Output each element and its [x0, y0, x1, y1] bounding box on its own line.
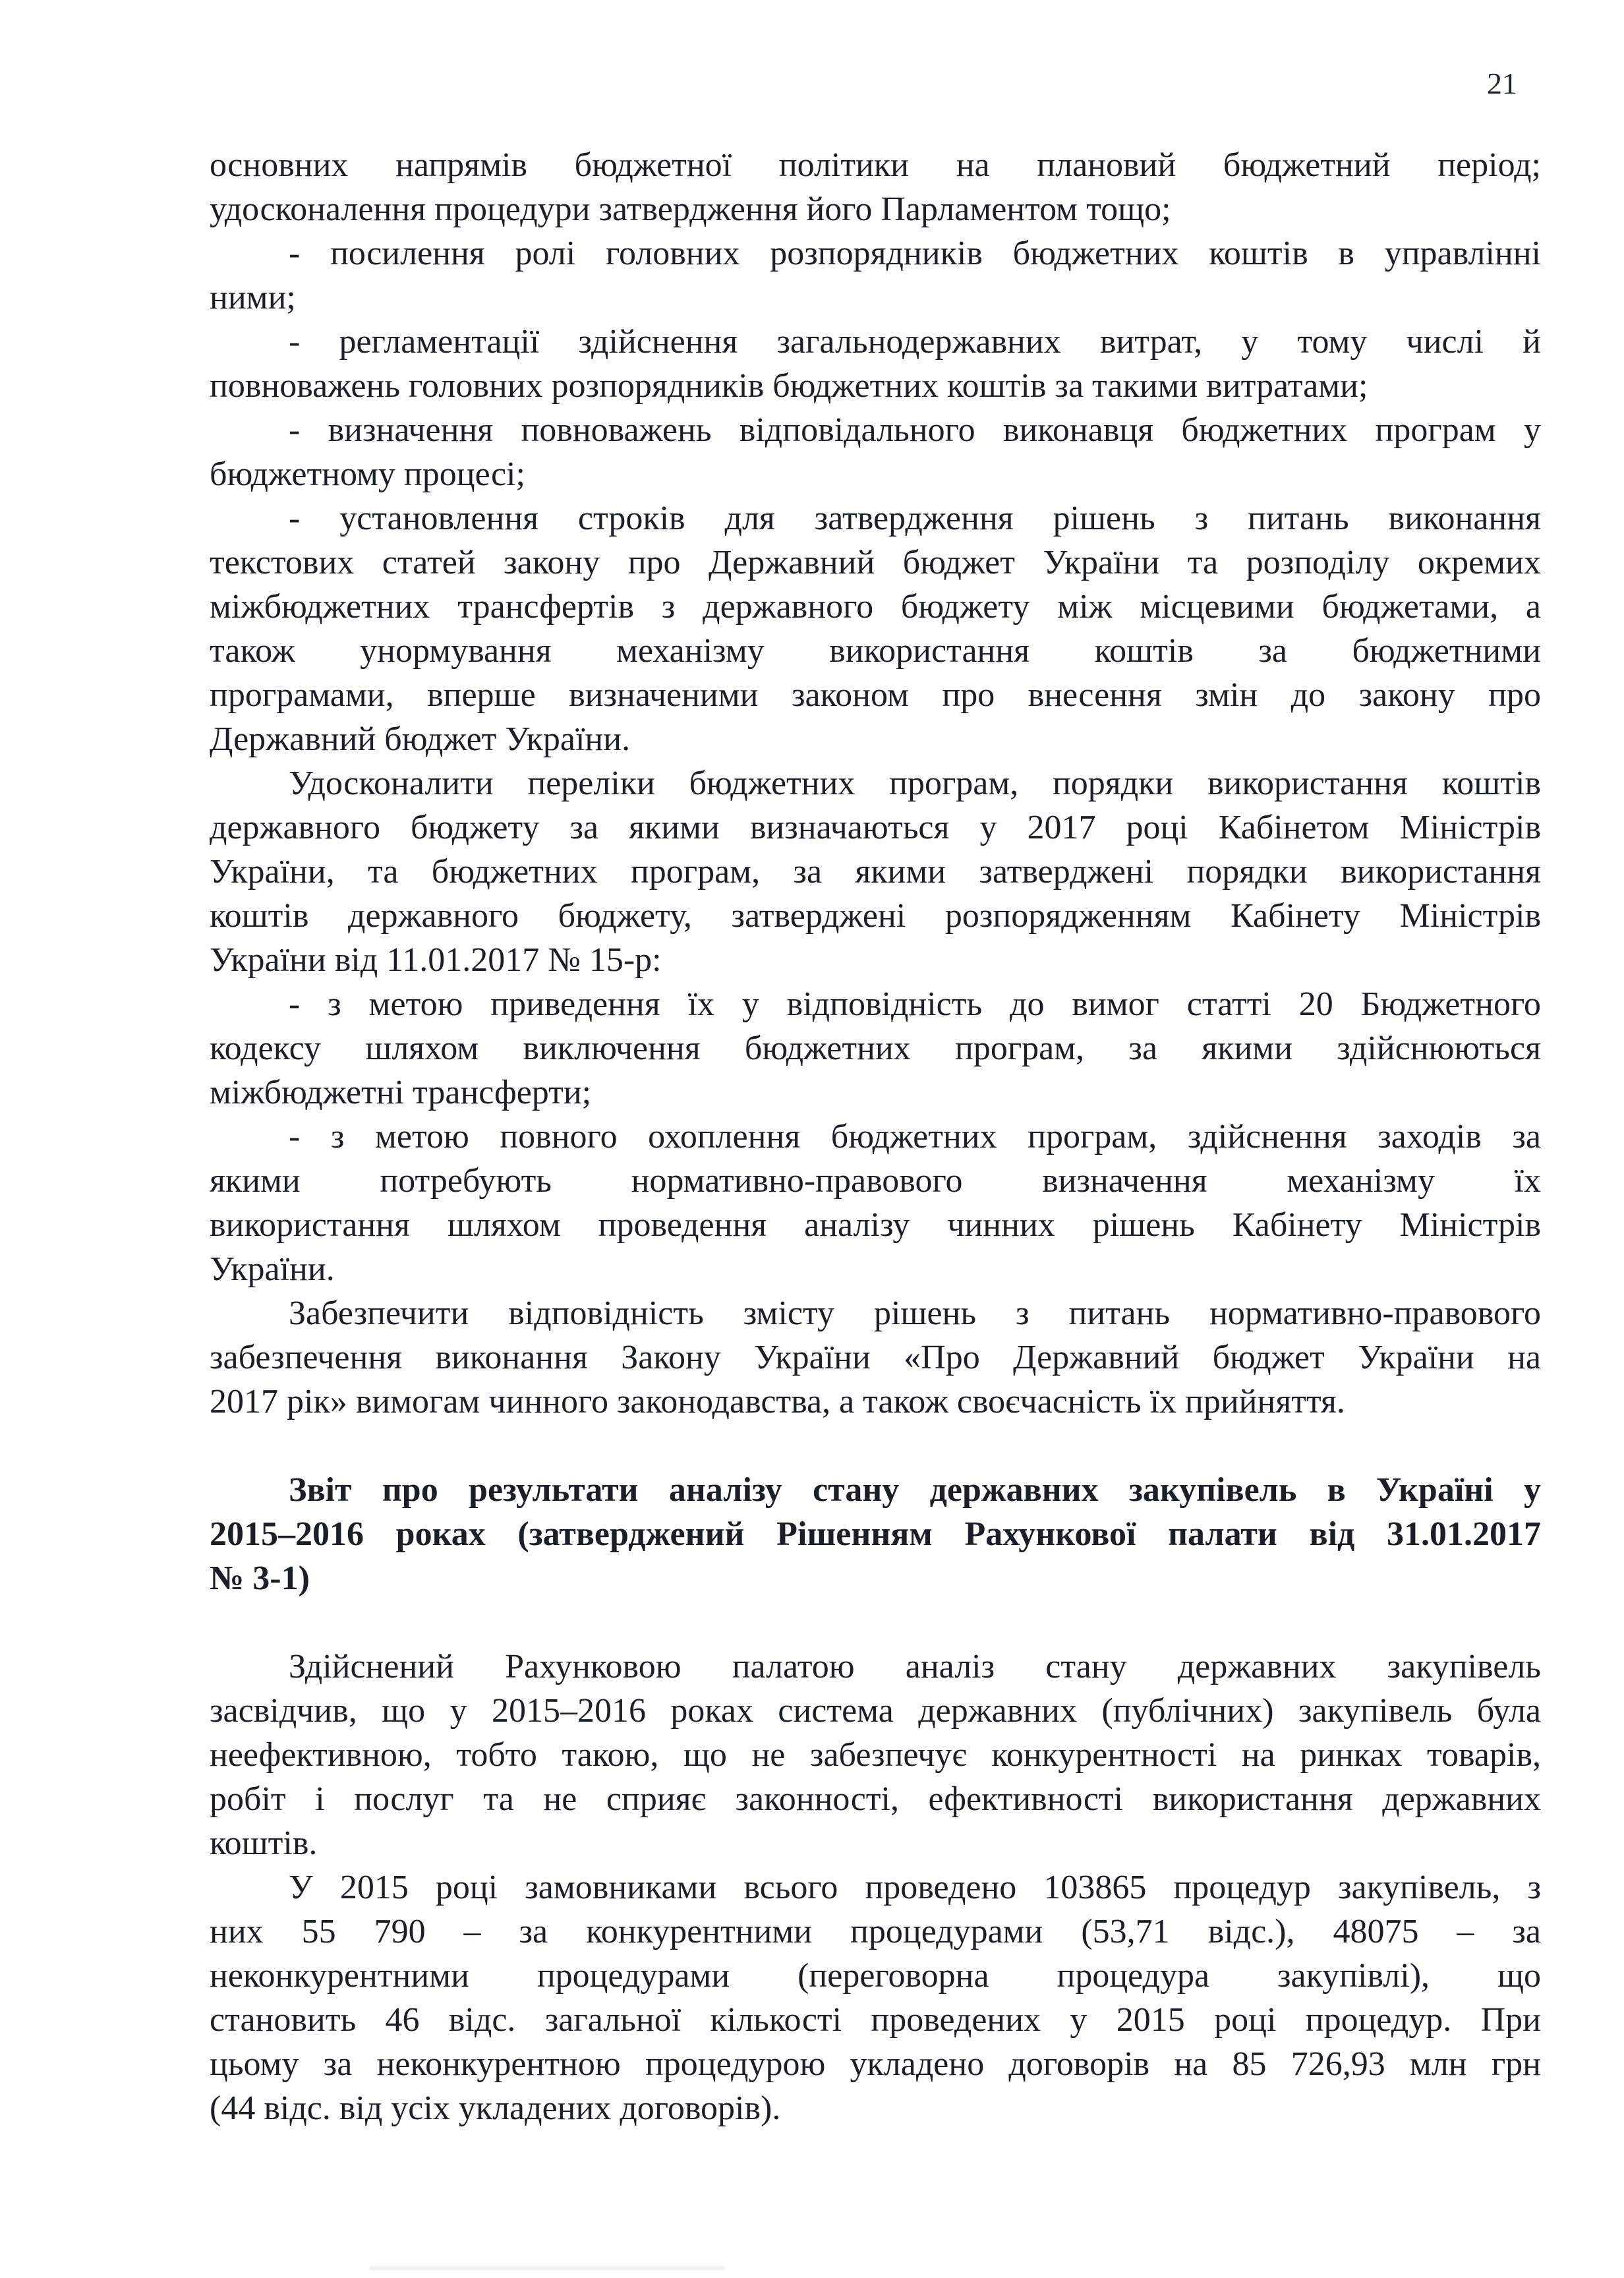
text-line: - визначення повноважень відповідального виконавця бюджетних програм у [289, 411, 1541, 449]
paragraph [210, 143, 1541, 231]
text-line: текстових статей закону про Державний бюджет України та розподілу окремих [210, 544, 1541, 581]
text-line: неефективною, тобто такою, що не забезпечує конкурентності на ринках товарів, [210, 1736, 1541, 1774]
text-line: - з метою повного охоплення бюджетних програм, здійснення заходів за [289, 1118, 1541, 1155]
paragraph [210, 1645, 1541, 1865]
text-line: якими потребують нормативно-правового визначення механізму їх [210, 1162, 1541, 1200]
paragraph [210, 320, 1541, 408]
paragraph [210, 1865, 1541, 2130]
text-line: 2015–2016 роках (затверджений Рішенням Рахункової палати від 31.01.2017 [210, 1515, 1541, 1553]
text-line: удосконалення процедури затвердження його Парламентом тощо; [210, 190, 1171, 228]
page-number: 21 [1487, 67, 1517, 100]
text-line: кодексу шляхом виключення бюджетних програм, за якими здійснюються [210, 1030, 1541, 1067]
text-line: № 3-1) [210, 1560, 310, 1597]
page-content [210, 143, 1541, 2130]
text-line: - установлення строків для затвердження рішень з питань виконання [289, 500, 1541, 537]
paragraph [210, 1115, 1541, 1291]
text-line: становить 46 відс. загальної кількості проведених у 2015 році процедур. При [210, 2001, 1541, 2039]
text-line: них 55 790 – за конкурентними процедурами (53,71 відс.), 48075 – за [210, 1913, 1541, 1950]
text-line: засвідчив, що у 2015–2016 роках система державних (публічних) закупівель була [210, 1692, 1541, 1730]
paragraph [210, 1291, 1541, 1424]
text-line: забезпечення виконання Закону України «Про Державний бюджет України на [210, 1339, 1541, 1376]
paragraph [210, 408, 1541, 496]
section-heading [210, 1468, 1541, 1600]
text-line: Звіт про результати аналізу стану державних закупівель в Україні у [289, 1471, 1541, 1509]
text-line: програмами, вперше визначеними законом про внесення змін до закону про [210, 676, 1541, 714]
text-line: повноважень головних розпорядників бюджетних коштів за такими витратами; [210, 367, 1368, 405]
paragraph [210, 231, 1541, 320]
text-line: У 2015 році замовниками всього проведено 103865 процедур закупівель, з [289, 1869, 1541, 1906]
text-line: бюджетному процесі; [210, 455, 525, 493]
scan-smudge-artifact [369, 2266, 725, 2270]
text-line: - регламентації здійснення загальнодержавних витрат, у тому числі й [289, 323, 1541, 361]
paragraph [210, 496, 1541, 761]
text-line: цьому за неконкурентною процедурою укладено договорів на 85 726,93 млн грн [210, 2045, 1541, 2083]
text-line: 2017 рік» вимогам чинного законодавства, а також своєчасність їх прийняття. [210, 1383, 1345, 1420]
text-line: - з метою приведення їх у відповідність до вимог статті 20 Бюджетного [289, 985, 1541, 1023]
text-line: України, та бюджетних програм, за якими затверджені порядки використання [210, 853, 1541, 891]
text-line: основних напрямів бюджетної політики на плановий бюджетний період; [210, 146, 1541, 184]
text-line: Державний бюджет України. [210, 720, 631, 758]
paragraph [210, 982, 1541, 1115]
text-line: Здійснений Рахунковою палатою аналіз стану державних закупівель [289, 1648, 1541, 1685]
text-line: коштів. [210, 1825, 318, 1862]
text-line: неконкурентними процедурами (переговорна процедура закупівлі), що [210, 1957, 1541, 1995]
text-line: міжбюджетних трансфертів з державного бюджету між місцевими бюджетами, а [210, 588, 1541, 626]
text-line: Забезпечити відповідність змісту рішень з питань нормативно-правового [289, 1295, 1541, 1332]
text-line: - посилення ролі головних розпорядників бюджетних коштів в управлінні [289, 235, 1541, 272]
text-line: (44 відс. від усіх укладених договорів). [210, 2089, 781, 2127]
paragraph [210, 761, 1541, 982]
text-line: державного бюджету за якими визначаються у 2017 році Кабінетом Міністрів [210, 809, 1541, 846]
text-line: України. [210, 1250, 335, 1288]
text-line: Удосконалити переліки бюджетних програм, порядки використання коштів [289, 765, 1541, 802]
text-line: міжбюджетні трансферти; [210, 1074, 592, 1111]
text-line: України від 11.01.2017 № 15-р: [210, 941, 662, 979]
text-line: використання шляхом проведення аналізу чинних рішень Кабінету Міністрів [210, 1206, 1541, 1244]
text-line: робіт і послуг та не сприяє законності, ефективності використання державних [210, 1780, 1541, 1818]
text-line: коштів державного бюджету, затверджені розпорядженням Кабінету Міністрів [210, 897, 1541, 935]
text-line: ними; [210, 279, 296, 316]
text-line: також унормування механізму використання коштів за бюджетними [210, 632, 1541, 670]
